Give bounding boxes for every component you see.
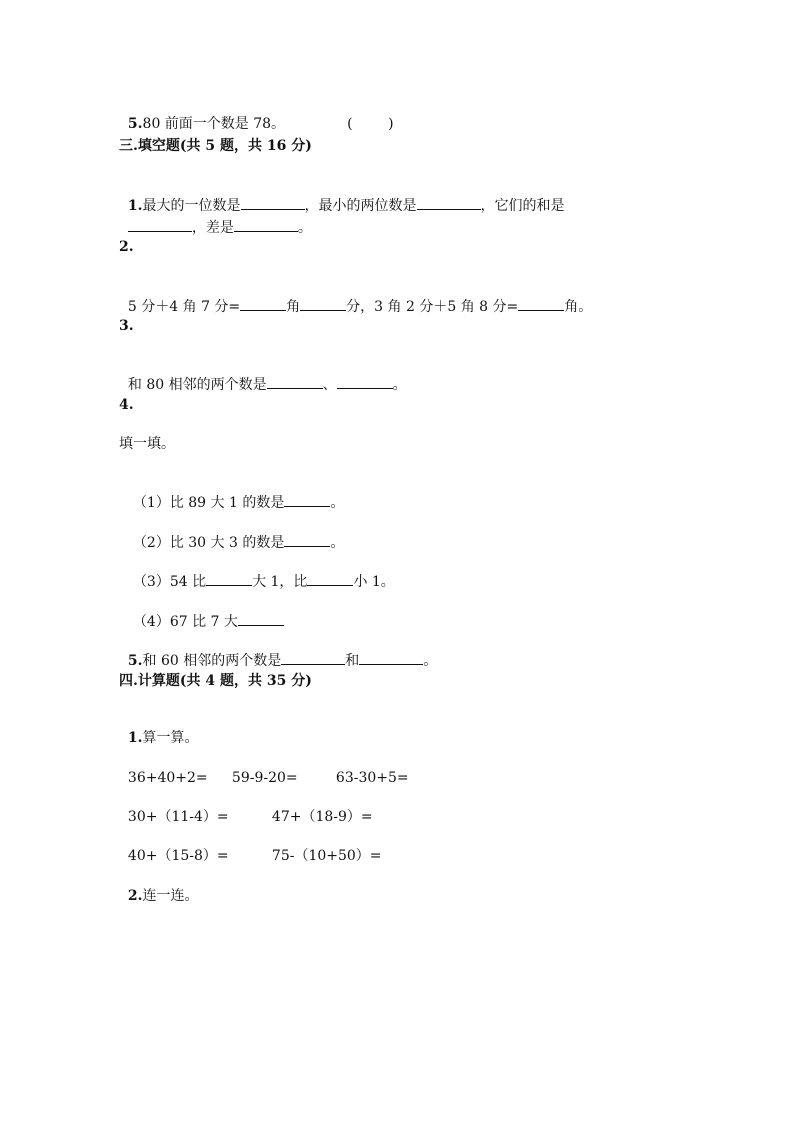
question-text: （3）54 比: [132, 574, 207, 590]
calc-row-1: [119, 751, 409, 787]
answer-parentheses[interactable]: ( ): [347, 116, 394, 132]
calc-expression: 75-（10+50）=: [271, 848, 382, 864]
question-text: ，它们的和是: [480, 198, 565, 214]
question-text: 和: [345, 653, 360, 669]
question-3-4-sub1: [124, 474, 344, 512]
question-3-5: [119, 632, 437, 670]
calc-expression: 40+（15-8）=: [127, 848, 229, 864]
question-3-4-sub2: [124, 514, 344, 552]
calc-row-2: [119, 790, 373, 826]
answer-blank[interactable]: [206, 571, 252, 586]
question-text: 80 前面一个数是 78。: [142, 116, 286, 132]
question-text: 角。: [564, 299, 593, 315]
question-number: 5.: [127, 653, 143, 669]
question-2-5: [119, 97, 394, 133]
answer-blank[interactable]: [284, 492, 330, 507]
question-4-2-title: [119, 869, 199, 905]
question-4-1-title: [119, 711, 199, 747]
question-3-3-number: 3.: [119, 318, 134, 334]
question-number: 1.: [127, 198, 143, 214]
question-text: 算一算。: [142, 730, 199, 746]
question-text: 大 1，比: [252, 574, 308, 590]
question-text: 。: [330, 495, 345, 511]
question-3-1-line2: [119, 199, 312, 237]
question-text: 。: [330, 535, 345, 551]
question-number: 5.: [127, 116, 143, 132]
question-number: 2.: [127, 888, 143, 904]
calc-expression: 30+（11-4）=: [127, 809, 229, 825]
answer-blank[interactable]: [284, 532, 330, 547]
answer-blank[interactable]: [300, 296, 346, 311]
question-text: （1）比 89 大 1 的数是: [132, 495, 285, 511]
answer-blank[interactable]: [518, 296, 564, 311]
question-3-4-sub4: [124, 593, 284, 631]
calc-expression: 63-30+5=: [335, 770, 409, 786]
question-text: 小 1。: [353, 574, 395, 590]
question-text: ，差是: [191, 220, 234, 236]
answer-blank[interactable]: [234, 217, 298, 232]
answer-blank[interactable]: [267, 374, 323, 389]
question-text: 和 60 相邻的两个数是: [142, 653, 282, 669]
question-text: 角: [286, 299, 301, 315]
question-3-4-number: 4.: [119, 397, 134, 413]
calc-row-3: [119, 829, 382, 865]
question-text: 。: [392, 377, 407, 393]
answer-blank[interactable]: [128, 217, 192, 232]
calc-expression: 36+40+2=: [127, 770, 208, 786]
question-number: 1.: [127, 730, 143, 746]
answer-blank[interactable]: [359, 650, 423, 665]
question-3-2-body: [119, 278, 592, 316]
question-text: 连一连。: [142, 888, 199, 904]
question-3-3-body: [119, 356, 407, 394]
question-3-2-number: 2.: [119, 239, 134, 255]
answer-blank[interactable]: [281, 650, 345, 665]
question-text: 。: [297, 220, 312, 236]
question-text: ，最小的两位数是: [304, 198, 417, 214]
question-text: 和 80 相邻的两个数是: [127, 377, 267, 393]
answer-blank[interactable]: [417, 195, 481, 210]
section-3-header: 三.填空题(共 5 题，共 16 分): [119, 138, 312, 154]
answer-blank[interactable]: [240, 296, 286, 311]
question-text: 。: [423, 653, 438, 669]
question-text: 最大的一位数是: [142, 198, 241, 214]
question-text: （2）比 30 大 3 的数是: [132, 535, 285, 551]
answer-blank[interactable]: [307, 571, 353, 586]
question-text: 5 分＋4 角 7 分=: [127, 299, 241, 315]
question-text: 、: [322, 377, 337, 393]
question-text: 分，3 角 2 分＋5 角 8 分=: [346, 299, 519, 315]
calc-expression: 47+（18-9）=: [271, 809, 373, 825]
question-text: （4）67 比 7 大: [132, 614, 238, 630]
answer-blank[interactable]: [337, 374, 393, 389]
calc-expression: 59-9-20=: [231, 770, 298, 786]
question-3-4-intro: 填一填。: [119, 436, 175, 452]
question-3-4-sub3: [124, 553, 395, 591]
answer-blank[interactable]: [238, 611, 284, 626]
section-4-header: 四.计算题(共 4 题，共 35 分): [119, 673, 312, 689]
